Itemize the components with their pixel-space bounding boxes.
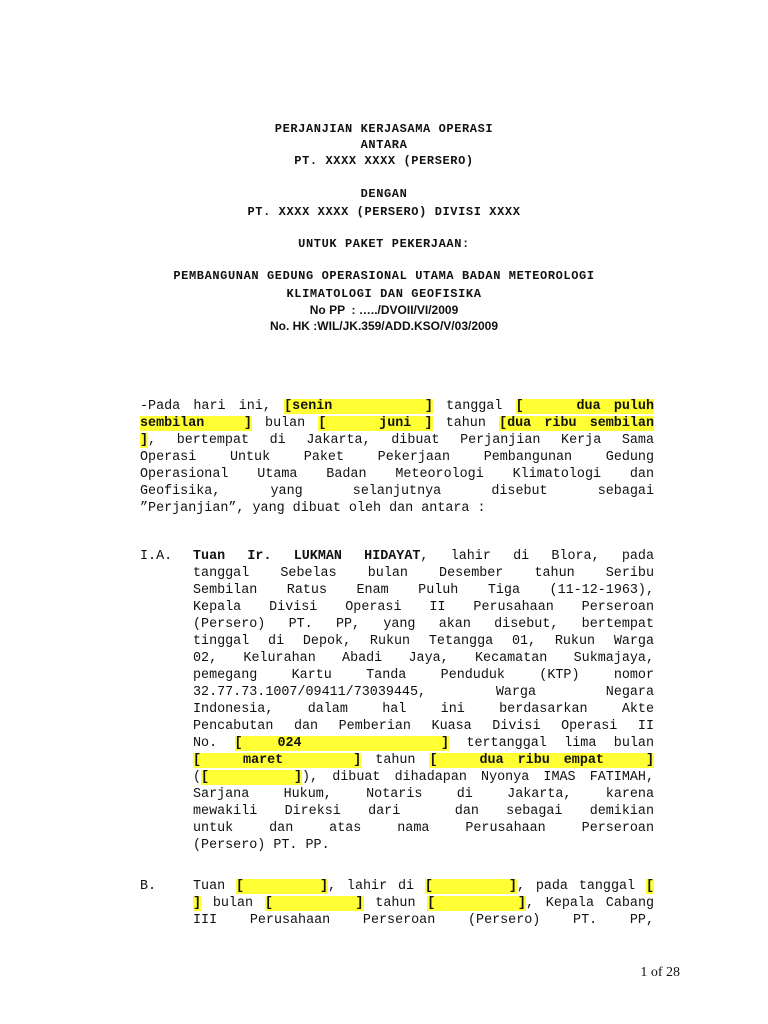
intro-line-4: Operasi Untuk Paket Pekerjaan Pembangunan Gedung (140, 450, 654, 465)
party-a-line-18: (Persero) PT. PP. (193, 838, 330, 853)
party-a-line-12: No. [ 024 ] tertanggal lima bulan (193, 736, 654, 751)
party-a-line-1: Tuan Ir. LUKMAN HIDAYAT, lahir di Blora, pada (193, 549, 654, 564)
date-field-cont[interactable]: sembilan ] (140, 416, 252, 431)
party-b-day-field[interactable]: [ (645, 879, 654, 894)
party-a-line-10: Indonesia, dalam hal ini berdasarkan Akte (193, 702, 654, 717)
party-b-line-1: Tuan [ ], lahir di [ ], pada tanggal [ (193, 879, 654, 894)
party-b-year-field[interactable]: [ ] (427, 896, 526, 911)
title-line-7: PEMBANGUNAN GEDUNG OPERASIONAL UTAMA BADAN METEOROLOGI (173, 269, 595, 283)
intro-line-3: ], bertempat di Jakarta, dibuat Perjanjian Kerja Sama (140, 433, 654, 448)
party-a-line-2: tanggal Sebelas bulan Desember tahun Seribu (193, 566, 654, 581)
month-field[interactable]: [ juni ] (318, 416, 433, 431)
intro-line-6: Geofisika, yang selanjutnya disebut sebagai (140, 484, 654, 499)
party-a-line-9: 32.77.73.1007/09411/73039445, Warga Negara (193, 685, 654, 700)
party-a-line-16: mewakili Direksi dari dan sebagai demikian (193, 804, 654, 819)
party-a-line-4: Kepala Divisi Operasi II Perusahaan Perseroan (193, 600, 654, 615)
title-line-1: PERJANJIAN KERJASAMA OPERASI (274, 122, 494, 136)
party-b-label: B. (140, 879, 157, 894)
party-a-line-7: 02, Kelurahan Abadi Jaya, Kecamatan Sukmajaya, (193, 651, 654, 666)
no-pp-line: No PP : …../DVOII/VI/2009 (309, 303, 459, 317)
title-line-3: PT. XXXX XXXX (PERSERO) (294, 154, 474, 168)
party-b-month-field[interactable]: [ ] (264, 896, 364, 911)
title-line-5: PT. XXXX XXXX (PERSERO) DIVISI XXXX (247, 205, 521, 219)
title-line-8: KLIMATOLOGI DAN GEOFISIKA (286, 287, 482, 301)
intro-line-5: Operasional Utama Badan Meteorologi Klimatologi dan (140, 467, 654, 482)
party-a-line-3: Sembilan Ratus Enam Puluh Tiga (11-12-1963), (193, 583, 654, 598)
party-a-line-5: (Persero) PT. PP, yang akan disebut, bertempat (193, 617, 654, 632)
party-b-line-2: ] bulan [ ] tahun [ ], Kepala Cabang (193, 896, 655, 911)
intro-line-2: sembilan ] bulan [ juni ] tahun [dua ribu sembilan (140, 416, 654, 431)
party-b-day-field-cont[interactable]: ] (193, 896, 202, 911)
intro-line-7: ”Perjanjian”, yang dibuat oleh dan antara : (140, 501, 486, 516)
title-line-6: UNTUK PAKET PEKERJAAN: (298, 237, 470, 251)
no-hk-line: No. HK :WIL/JK.359/ADD.KSO/V/03/2009 (269, 319, 499, 333)
akte-year-number-field[interactable]: [ ] (201, 770, 302, 785)
party-a-line-14: ([ ]), dibuat dihadapan Nyonya IMAS FATIMAH, (193, 770, 654, 785)
party-a-line-15: Sarjana Hukum, Notaris di Jakarta, karena (193, 787, 654, 802)
party-a-label: I.A. (140, 549, 173, 564)
akte-month-field[interactable]: [ maret ] (193, 753, 362, 768)
page-number: 1 of 28 (640, 965, 680, 980)
party-a-line-11: Pencabutan dan Pemberian Kuasa Divisi Operasi II (193, 719, 654, 734)
day-field[interactable]: [senin ] (284, 399, 433, 414)
akte-year-field[interactable]: [ dua ribu empat ] (429, 753, 654, 768)
year-field[interactable]: [dua ribu sembilan (499, 416, 654, 431)
intro-line-1: -Pada hari ini, [senin ] tanggal [ dua puluh (140, 399, 655, 414)
year-field-cont[interactable]: ] (140, 433, 149, 448)
party-b-birthplace-field[interactable]: [ ] (424, 879, 517, 894)
title-line-2: ANTARA (360, 138, 408, 152)
party-a-line-17: untuk dan atas nama Perusahaan Perseroan (193, 821, 654, 836)
date-field[interactable]: [ dua puluh (515, 399, 655, 414)
title-line-4: DENGAN (360, 187, 408, 201)
party-b-name-field[interactable]: [ ] (236, 879, 329, 894)
party-a-line-8: pemegang Kartu Tanda Penduduk (KTP) nomor (193, 668, 654, 683)
party-b-line-3: III Perusahaan Perseroan (Persero) PT. PP, (193, 913, 654, 928)
party-a-line-13: [ maret ] tahun [ dua ribu empat ] (193, 753, 654, 768)
party-a-line-6: tinggal di Depok, Rukun Tetangga 01, Rukun Warga (193, 634, 654, 649)
akte-number-field[interactable]: [ 024 ] (234, 736, 450, 751)
